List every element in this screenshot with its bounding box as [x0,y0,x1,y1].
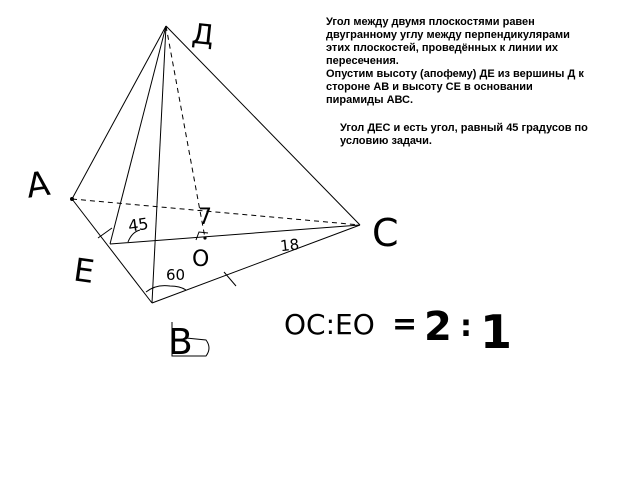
label-b: В [168,322,193,363]
label-segment-oc: 18 [279,235,301,256]
apothem-d-e [110,26,166,244]
pyramid-hidden-edges [72,26,360,238]
ratio-equals: = [392,307,418,342]
explanation-paragraph-2: Угол ДЕС и есть угол, равный 45 градусов по условию задачи. [340,122,588,147]
label-c: С [372,211,399,255]
edge-b-c [152,225,360,303]
edge-d-b [152,26,166,303]
tick-a-b [98,228,112,238]
label-angle-b: 60 [166,266,186,284]
ratio-expression [284,304,512,359]
point-o [203,236,206,239]
ratio-value-b: 1 [480,305,513,359]
label-a: А [23,163,53,207]
ratio-colon: : [460,309,472,344]
pyramid-solid-edges [72,26,360,303]
label-o: О [192,247,210,272]
ratio-value-a: 2 [424,304,452,350]
ratio-left: OC:EO [284,308,375,341]
label-e: Е [71,250,97,291]
angle-arc-b [146,286,186,292]
hidden-edge-a-c [72,199,360,225]
label-apex: Д [190,16,216,52]
edge-d-a [72,26,166,199]
label-angle-dec: 45 [126,213,150,236]
explanation-paragraph-1: Угол между двумя плоскостями равен двугранному углу между перпендикулярами этих плоскостей, проведённых к линии их пересечения. Опустим высоту (апофему) ДЕ из вершины Д к стороне АВ и высоту СЕ в основании пирамиды АВС. [326,16,584,106]
label-segment-do: 7 [198,205,212,230]
point-a [70,197,74,201]
